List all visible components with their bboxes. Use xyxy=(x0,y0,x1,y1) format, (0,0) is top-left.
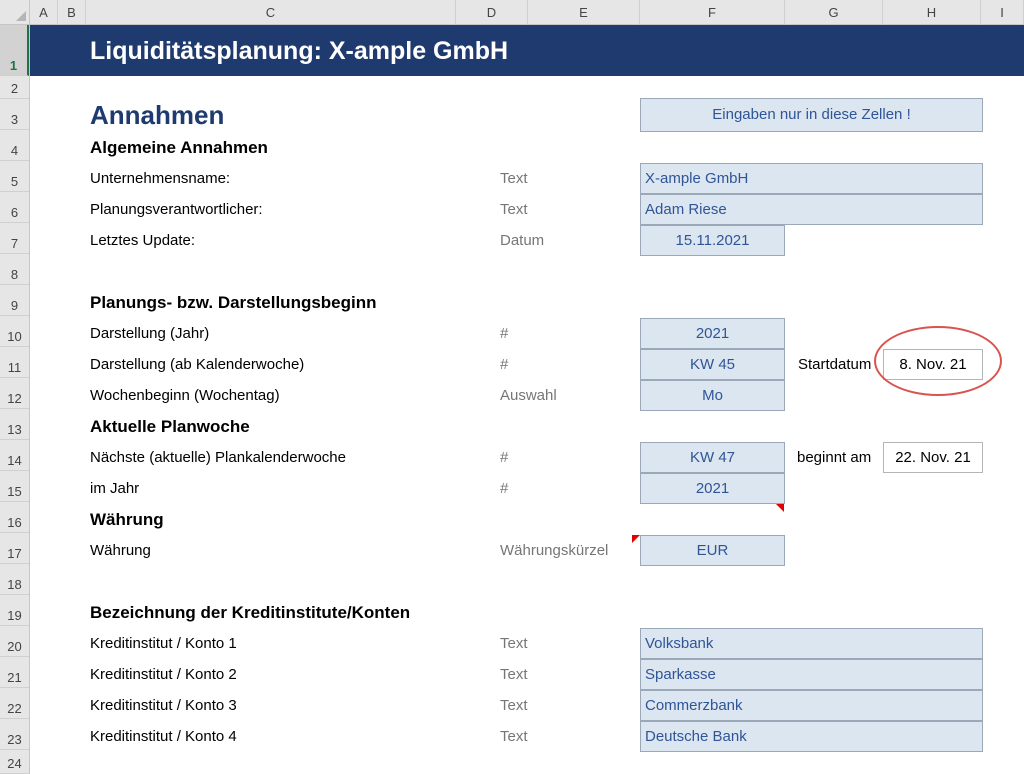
row-header[interactable]: 4 xyxy=(0,130,29,161)
row-header[interactable]: 18 xyxy=(0,564,29,595)
row-header[interactable]: 20 xyxy=(0,626,29,657)
currency-label[interactable]: Währung xyxy=(90,542,151,559)
section-planning-start[interactable]: Planungs- bzw. Darstellungsbeginn xyxy=(90,293,377,312)
row-header-bar xyxy=(0,25,30,774)
update-type[interactable]: Datum xyxy=(500,232,545,249)
weekday-select[interactable]: Mo xyxy=(640,380,785,411)
year-input[interactable]: 2021 xyxy=(640,318,785,349)
column-header-g[interactable]: G xyxy=(785,0,883,25)
row-header[interactable]: 24 xyxy=(0,750,29,774)
bank2-label[interactable]: Kreditinstitut / Konto 2 xyxy=(90,666,237,683)
bank4-type[interactable]: Text xyxy=(500,728,528,745)
section-current-week[interactable]: Aktuelle Planwoche xyxy=(90,417,250,436)
row-header[interactable]: 2 xyxy=(0,76,29,99)
next-week-type[interactable]: # xyxy=(500,449,509,466)
weekday-label[interactable]: Wochenbeginn (Wochentag) xyxy=(90,387,280,404)
row-header[interactable]: 12 xyxy=(0,378,29,409)
banner-title[interactable]: Liquiditätsplanung: X-ample GmbH xyxy=(90,37,509,65)
currency-input[interactable]: EUR xyxy=(640,535,785,566)
input-note-cell[interactable]: Eingaben nur in diese Zellen ! xyxy=(640,98,983,132)
row-header[interactable]: 7 xyxy=(0,223,29,254)
row-header[interactable]: 1 xyxy=(0,25,29,76)
week-input[interactable]: KW 45 xyxy=(640,349,785,380)
highlight-ellipse xyxy=(874,326,1002,396)
start-date-label[interactable]: Startdatum xyxy=(798,356,872,373)
company-type[interactable]: Text xyxy=(500,170,528,187)
column-header-a[interactable]: A xyxy=(30,0,58,25)
row-header[interactable]: 14 xyxy=(0,440,29,471)
row-header[interactable]: 23 xyxy=(0,719,29,750)
row-header[interactable]: 9 xyxy=(0,285,29,316)
bank3-type[interactable]: Text xyxy=(500,697,528,714)
row-header[interactable]: 6 xyxy=(0,192,29,223)
row-header[interactable]: 8 xyxy=(0,254,29,285)
column-header-e[interactable]: E xyxy=(528,0,640,25)
begins-on-label[interactable]: beginnt am xyxy=(797,449,872,466)
comment-indicator-icon[interactable] xyxy=(776,504,784,512)
row-header[interactable]: 3 xyxy=(0,99,29,130)
comment-indicator-icon[interactable] xyxy=(632,535,640,543)
bank4-input[interactable]: Deutsche Bank xyxy=(640,721,983,752)
planner-input[interactable]: Adam Riese xyxy=(640,194,983,225)
select-all-corner[interactable] xyxy=(0,0,30,25)
year-label[interactable]: Darstellung (Jahr) xyxy=(90,325,210,342)
column-header-b[interactable]: B xyxy=(58,0,86,25)
section-currency[interactable]: Währung xyxy=(90,510,164,529)
planner-type[interactable]: Text xyxy=(500,201,528,218)
bank3-label[interactable]: Kreditinstitut / Konto 3 xyxy=(90,697,237,714)
currency-type[interactable]: Währungskürzel xyxy=(500,542,609,559)
row-header[interactable]: 21 xyxy=(0,657,29,688)
week-label[interactable]: Darstellung (ab Kalenderwoche) xyxy=(90,356,305,373)
row-header[interactable]: 16 xyxy=(0,502,29,533)
row-header[interactable]: 10 xyxy=(0,316,29,347)
update-input[interactable]: 15.11.2021 xyxy=(640,225,785,256)
row-header[interactable]: 17 xyxy=(0,533,29,564)
begins-on-value[interactable]: 22. Nov. 21 xyxy=(883,442,983,473)
bank1-type[interactable]: Text xyxy=(500,635,528,652)
bank3-input[interactable]: Commerzbank xyxy=(640,690,983,721)
weekday-type[interactable]: Auswahl xyxy=(500,387,557,404)
row-header[interactable]: 13 xyxy=(0,409,29,440)
section-general[interactable]: Algemeine Annahmen xyxy=(90,138,268,157)
row-header[interactable]: 11 xyxy=(0,347,29,378)
bank1-input[interactable]: Volksbank xyxy=(640,628,983,659)
bank2-type[interactable]: Text xyxy=(500,666,528,683)
column-header-i[interactable]: I xyxy=(981,0,1024,25)
next-week-label[interactable]: Nächste (aktuelle) Plankalenderwoche xyxy=(90,449,346,466)
page-heading[interactable]: Annahmen xyxy=(90,100,225,130)
bank4-label[interactable]: Kreditinstitut / Konto 4 xyxy=(90,728,237,745)
year-type[interactable]: # xyxy=(500,325,509,342)
start-date-value[interactable]: 8. Nov. 21 xyxy=(883,349,983,380)
bank1-label[interactable]: Kreditinstitut / Konto 1 xyxy=(90,635,237,652)
update-label[interactable]: Letztes Update: xyxy=(90,232,196,249)
column-header-h[interactable]: H xyxy=(883,0,981,25)
row-header[interactable]: 22 xyxy=(0,688,29,719)
column-header-f[interactable]: F xyxy=(640,0,785,25)
plan-year-input[interactable]: 2021 xyxy=(640,473,785,504)
company-label[interactable]: Unternehmensname: xyxy=(90,170,231,187)
company-input[interactable]: X-ample GmbH xyxy=(640,163,983,194)
row-header[interactable]: 19 xyxy=(0,595,29,626)
bank2-input[interactable]: Sparkasse xyxy=(640,659,983,690)
plan-year-type[interactable]: # xyxy=(500,480,509,497)
plan-year-label[interactable]: im Jahr xyxy=(90,480,140,497)
row-header[interactable]: 15 xyxy=(0,471,29,502)
section-banks[interactable]: Bezeichnung der Kreditinstitute/Konten xyxy=(90,603,411,622)
week-type[interactable]: # xyxy=(500,356,509,373)
row-header[interactable]: 5 xyxy=(0,161,29,192)
next-week-input[interactable]: KW 47 xyxy=(640,442,785,473)
column-header-c[interactable]: C xyxy=(86,0,456,25)
column-header-d[interactable]: D xyxy=(456,0,528,25)
column-header-bar xyxy=(30,0,1024,25)
planner-label[interactable]: Planungsverantwortlicher: xyxy=(90,201,263,218)
